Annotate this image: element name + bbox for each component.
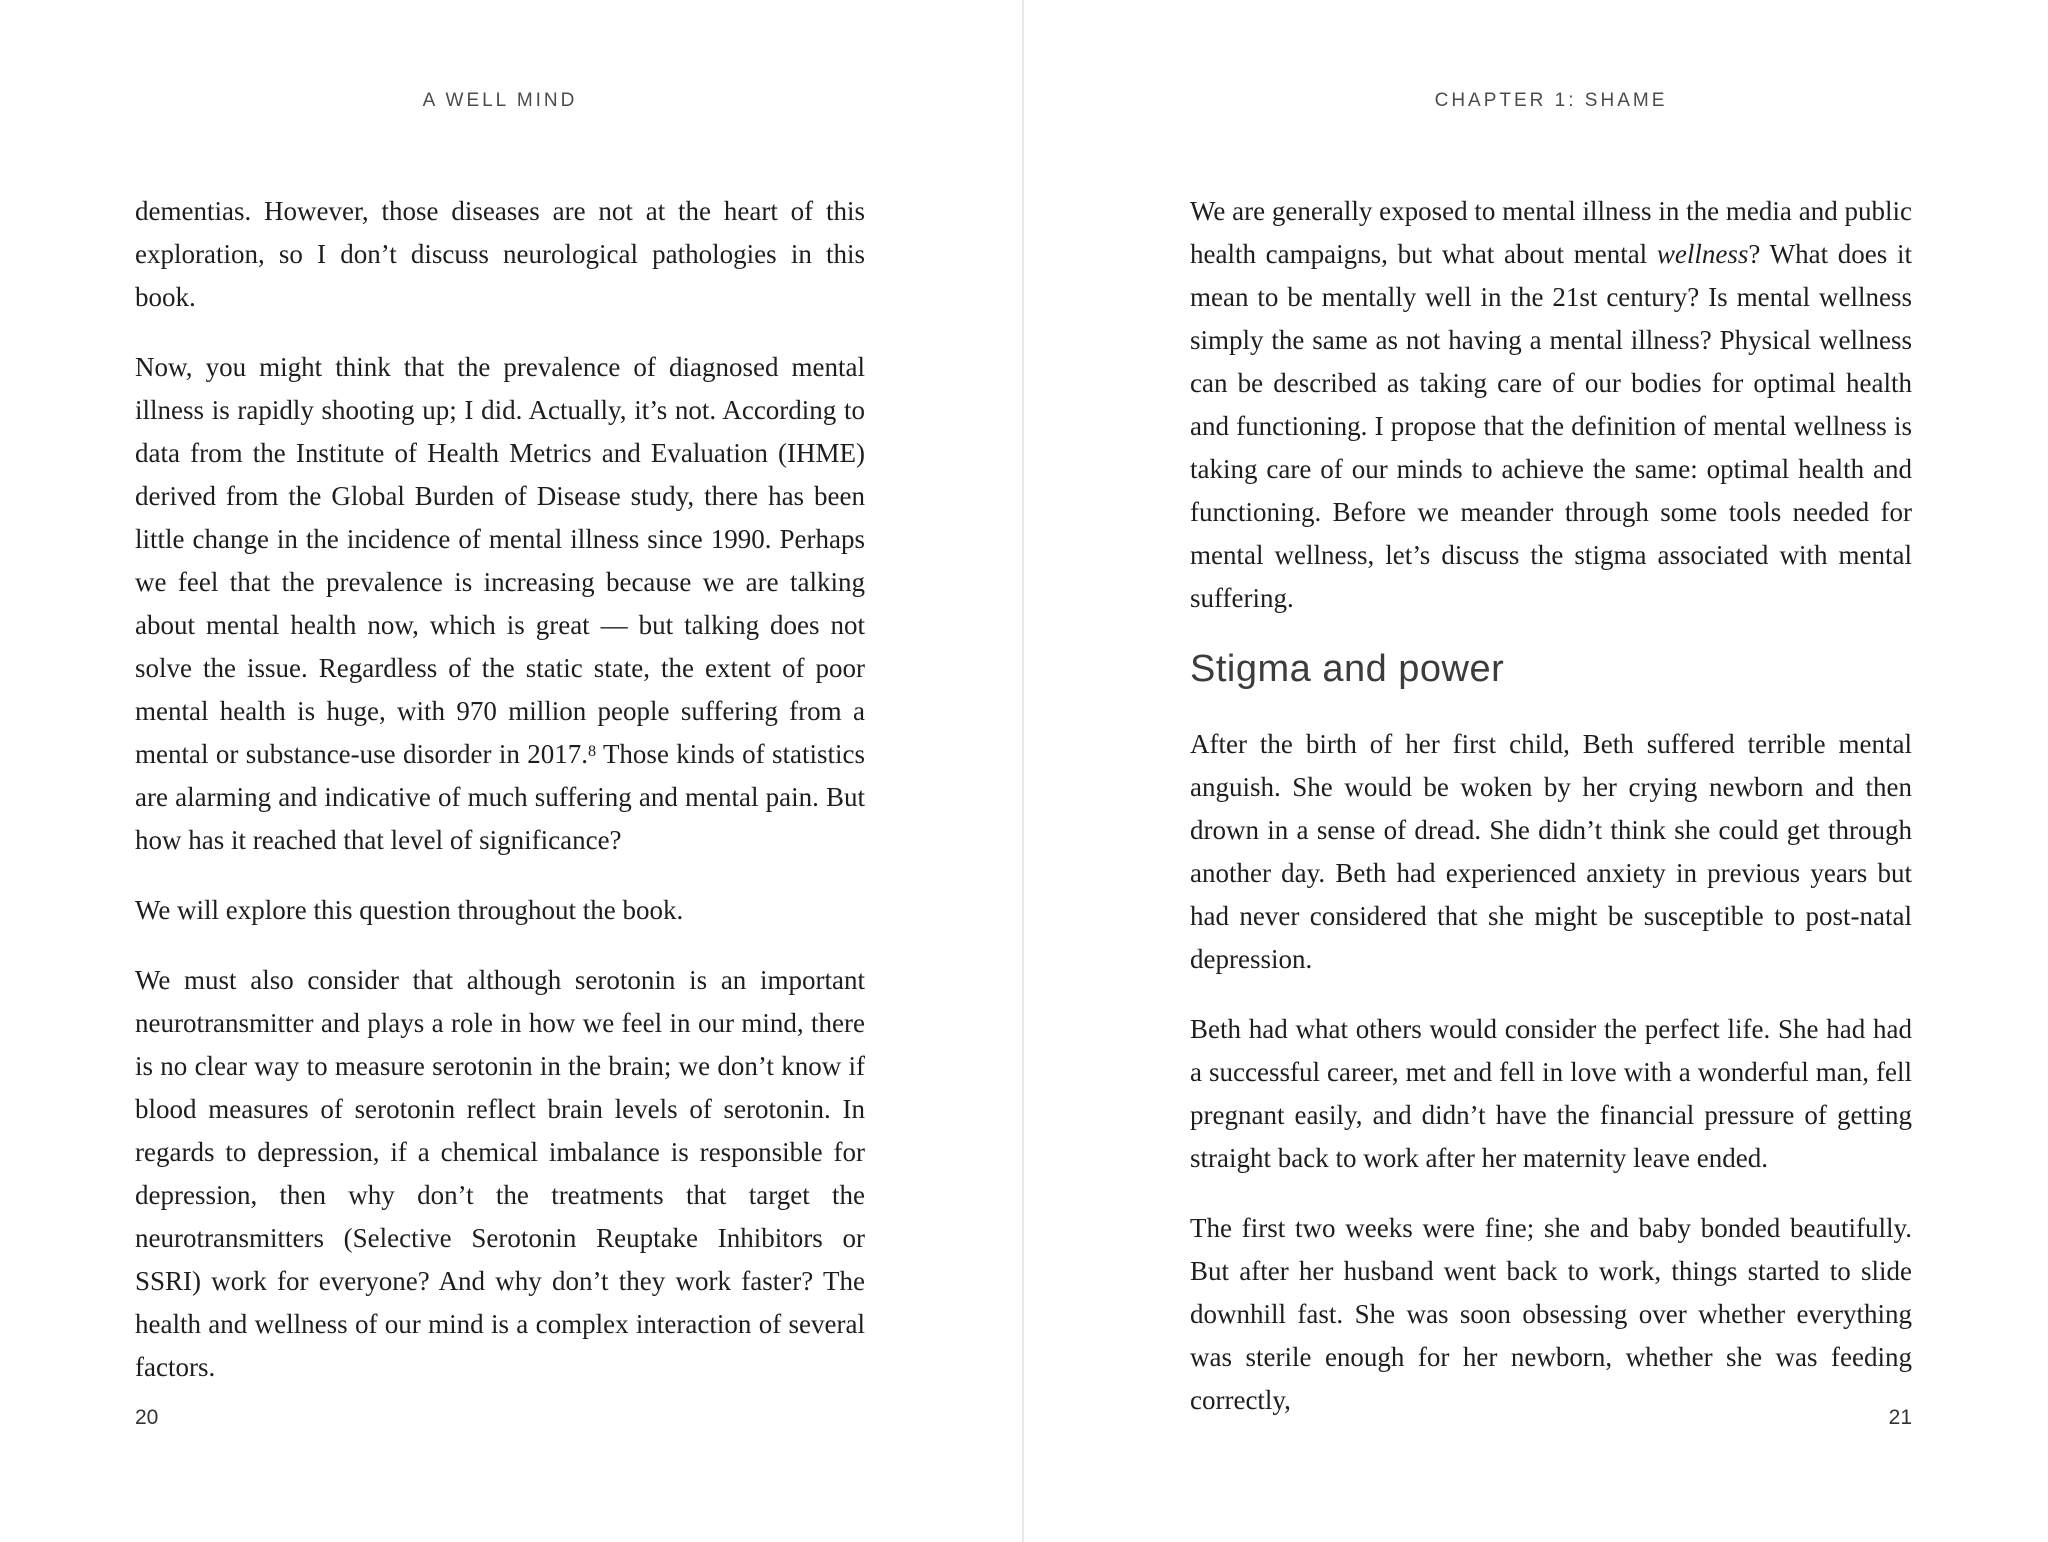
right-running-head: CHAPTER 1: SHAME bbox=[1434, 90, 1668, 111]
text-run-superscript: 8 bbox=[587, 741, 597, 760]
paragraph bbox=[135, 346, 865, 862]
text-run: After the birth of her first child, Beth suffered terrible mental anguish. She would be woken by her crying newborn and then drown in a sense of dread. She didn’t think she could get through another day. Beth had experienced anxiety in previous years but had never considered that she might be susceptible to post-natal depression. bbox=[1190, 729, 1912, 974]
text-run: Beth had what others would consider the perfect life. She had had a successful career, met and fell in love with a wonderful man, fell pregnant easily, and didn’t have the financial pressure of getting straight back to work after her maternity leave ended. bbox=[1190, 1014, 1912, 1173]
text-run-italic: wellness bbox=[1656, 239, 1749, 269]
text-run: The first two weeks were fine; she and baby bonded beautifully. But after her husband went back to work, things started to slide downhill fast. She was soon obsessing over whether everything was sterile enough for her newborn, whether she was feeding correctly, bbox=[1190, 1213, 1912, 1415]
paragraph bbox=[135, 190, 865, 319]
right-page-number: 21 bbox=[1888, 1406, 1912, 1429]
text-run: dementias. However, those diseases are not at the heart of this exploration, so I don’t discuss neurological pathologies in this book. bbox=[135, 196, 865, 312]
paragraph bbox=[1190, 1008, 1912, 1180]
text-run: Now, you might think that the prevalence of diagnosed mental illness is rapidly shooting up; I did. Actually, it’s not. According to data from the Institute of Health Metrics and Evaluation (IHME) derived from the Global Burden of Disease study, there has been little change in the incidence of mental illness since 1990. Perhaps we feel that the prevalence is increasing because we are talking about mental health now, which is great — but talking does not solve the issue. Regardless of the static state, the extent of poor mental health is huge, with 970 million people suffering from a mental or substance-use disorder in 2017. bbox=[135, 352, 865, 769]
text-run: ? What does it mean to be mentally well in the 21st century? Is mental wellness simply the same as not having a mental illness? Physical wellness can be described as taking care of our bodies for optimal health and functioning. I propose that the definition of mental wellness is taking care of our minds to achieve the same: optimal health and functioning. Before we meander through some tools needed for mental wellness, let’s discuss the stigma associated with mental suffering. bbox=[1190, 239, 1912, 613]
paragraph bbox=[1190, 723, 1912, 981]
text-run: We will explore this question throughout the book. bbox=[135, 895, 684, 925]
paragraph bbox=[135, 889, 865, 932]
text-run: We must also consider that although serotonin is an important neurotransmitter and plays a role in how we feel in our mind, there is no clear way to measure serotonin in the brain; we don’t know if blood measures of serotonin reflect brain levels of serotonin. In regards to depression, if a chemical imbalance is responsible for depression, then why don’t the treatments that target the neurotransmitters (Selective Serotonin Reuptake Inhibitors or SSRI) work for everyone? And why don’t they work faster? The health and wellness of our mind is a complex interaction of several factors. bbox=[135, 965, 865, 1382]
page-gutter-divider bbox=[1022, 0, 1024, 1542]
paragraph bbox=[1190, 1207, 1912, 1422]
right-page-body bbox=[1190, 190, 1912, 1422]
paragraph bbox=[1190, 190, 1912, 620]
text-run: Those kinds of statistics are alarming and indicative of much suffering and mental pain. But how has it reached that level of significance? bbox=[135, 739, 866, 855]
left-running-head: A WELL MIND bbox=[422, 90, 578, 111]
left-page-number: 20 bbox=[135, 1406, 159, 1429]
paragraph bbox=[135, 959, 865, 1389]
text-run: We are generally exposed to mental illness in the media and public health campaigns, but what about mental bbox=[1190, 196, 1912, 269]
left-page-body bbox=[135, 190, 865, 1389]
section-heading: Stigma and power bbox=[1190, 648, 1505, 690]
